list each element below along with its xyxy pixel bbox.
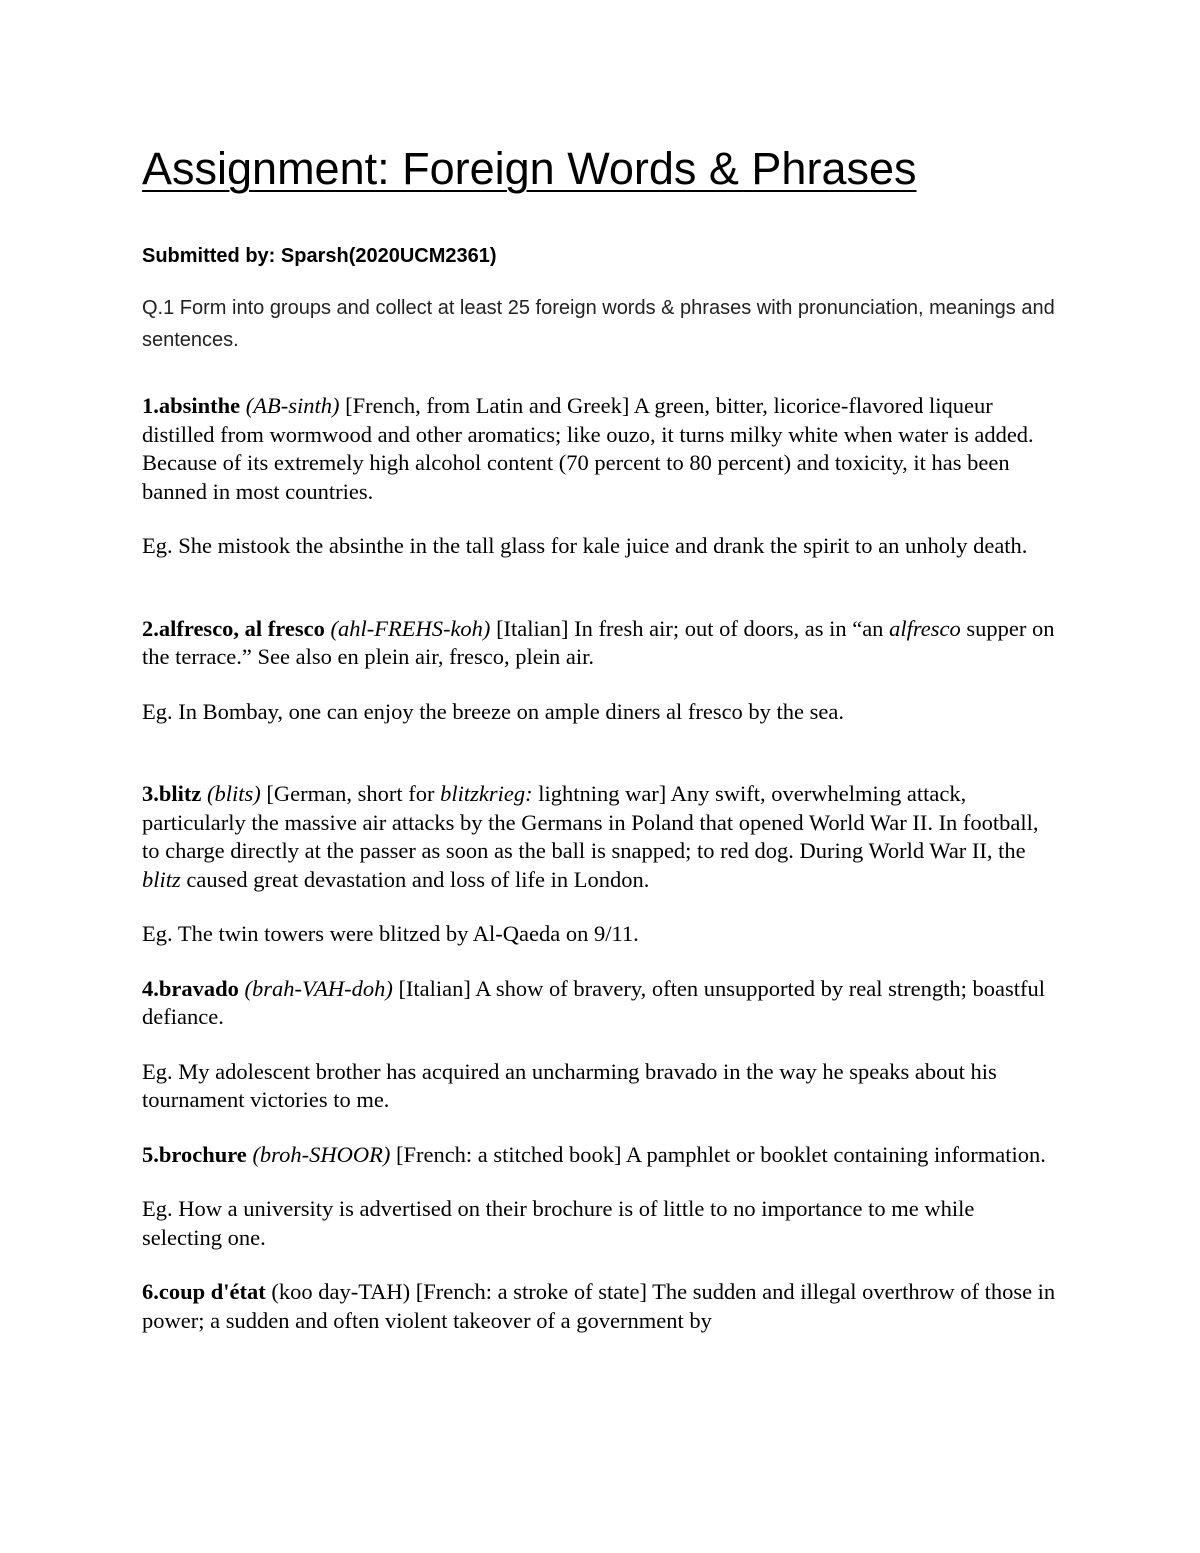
entry-word: bravado xyxy=(158,975,239,1001)
document-content xyxy=(142,138,1057,1361)
entry-example: Eg. How a university is advertised on their brochure is of little to no importance to me while selecting one. xyxy=(142,1196,975,1250)
entry-absinthe xyxy=(142,392,1057,506)
question-text: Q.1 Form into groups and collect at least 25 foreign words & phrases with pronunciation, meanings and sentences. xyxy=(142,297,1055,351)
entry-example: Eg. The twin towers were blitzed by Al-Qaeda on 9/11. xyxy=(142,921,639,946)
entry-coup-detat xyxy=(142,1278,1057,1335)
entry-number: 3. xyxy=(142,781,159,806)
entry-pronunciation: (ahl-FREHS-koh) xyxy=(330,615,491,641)
entry-definition: [French: a stroke of state] The sudden and illegal overthrow of those in power; a sudden and often violent takeover of a government by xyxy=(142,1279,1056,1333)
entry-word: alfresco, al fresco xyxy=(158,615,325,641)
entry-definition: supper on the terrace.” See also en plein air, fresco, plein air. xyxy=(142,615,1055,669)
entry-pronunciation: (koo day-TAH) xyxy=(265,1279,411,1304)
entry-alfresco xyxy=(142,615,1057,672)
entry-bravado xyxy=(142,975,1057,1032)
entry-word: brochure xyxy=(158,1141,247,1167)
entry-definition-emphasis: alfresco xyxy=(889,615,961,641)
entry-example: Eg. In Bombay, one can enjoy the breeze on ample diners al fresco by the sea. xyxy=(142,698,845,724)
entry-definition: [French, from Latin and Greek] A green, bitter, licorice-flavored liqueur distilled from wormwood and other aromatics; like ouzo, it turns milky white when water is added. Because of its extremely high alcohol content (70 percent to 80 percent) and toxicity, it has been banned in most countries. xyxy=(142,393,1034,504)
entry-definition: [Italian] In fresh air; out of doors, as in “an xyxy=(490,615,890,641)
entry-number: 6. xyxy=(142,1279,159,1304)
entry-definition: caused great devastation and loss of life in London. xyxy=(180,866,650,892)
entry-example: Eg. She mistook the absinthe in the tall glass for kale juice and drank the spirit to an unholy death. xyxy=(142,533,1028,558)
entry-definition: [German, short for xyxy=(260,781,441,806)
entry-number: 5. xyxy=(142,1141,159,1167)
entry-pronunciation: (broh-SHOOR) xyxy=(252,1141,391,1167)
entry-number: 4. xyxy=(142,975,159,1001)
entry-definition: [Italian] A show of bravery, often unsupported by real strength; boastful defiance. xyxy=(142,975,1045,1029)
entry-definition: [French: a stitched book] A pamphlet or booklet containing information. xyxy=(390,1141,1046,1167)
entry-word: absinthe xyxy=(158,393,241,418)
entry-blitz xyxy=(142,780,1057,894)
entries-list xyxy=(142,392,1057,1335)
entry-brochure xyxy=(142,1141,1057,1170)
entry-example: Eg. My adolescent brother has acquired an uncharming bravado in the way he speaks about his tournament victories to me. xyxy=(142,1058,997,1112)
entry-number: 2. xyxy=(142,615,159,641)
entry-definition: lightning war] Any swift, overwhelming attack, particularly the massive air attacks by the Germans in Poland that opened World War II. In football, to charge directly at the passer as soon as the ball is snapped; to red dog. During World War II, the xyxy=(142,781,1039,863)
entry-pronunciation: (blits) xyxy=(207,781,261,806)
entry-number: 1. xyxy=(142,393,159,418)
submitted-by: Submitted by: Sparsh(2020UCM2361) xyxy=(142,245,497,267)
entry-word: blitz xyxy=(158,781,202,806)
entry-pronunciation: (brah-VAH-doh) xyxy=(244,975,393,1001)
entry-word: coup d'état xyxy=(158,1279,266,1304)
entry-definition-emphasis: blitzkrieg: xyxy=(440,781,533,806)
entry-pronunciation: (AB-sinth) xyxy=(245,393,340,418)
entry-definition-emphasis: blitz xyxy=(142,866,181,892)
page-title: Assignment: Foreign Words & Phrases xyxy=(142,143,917,194)
